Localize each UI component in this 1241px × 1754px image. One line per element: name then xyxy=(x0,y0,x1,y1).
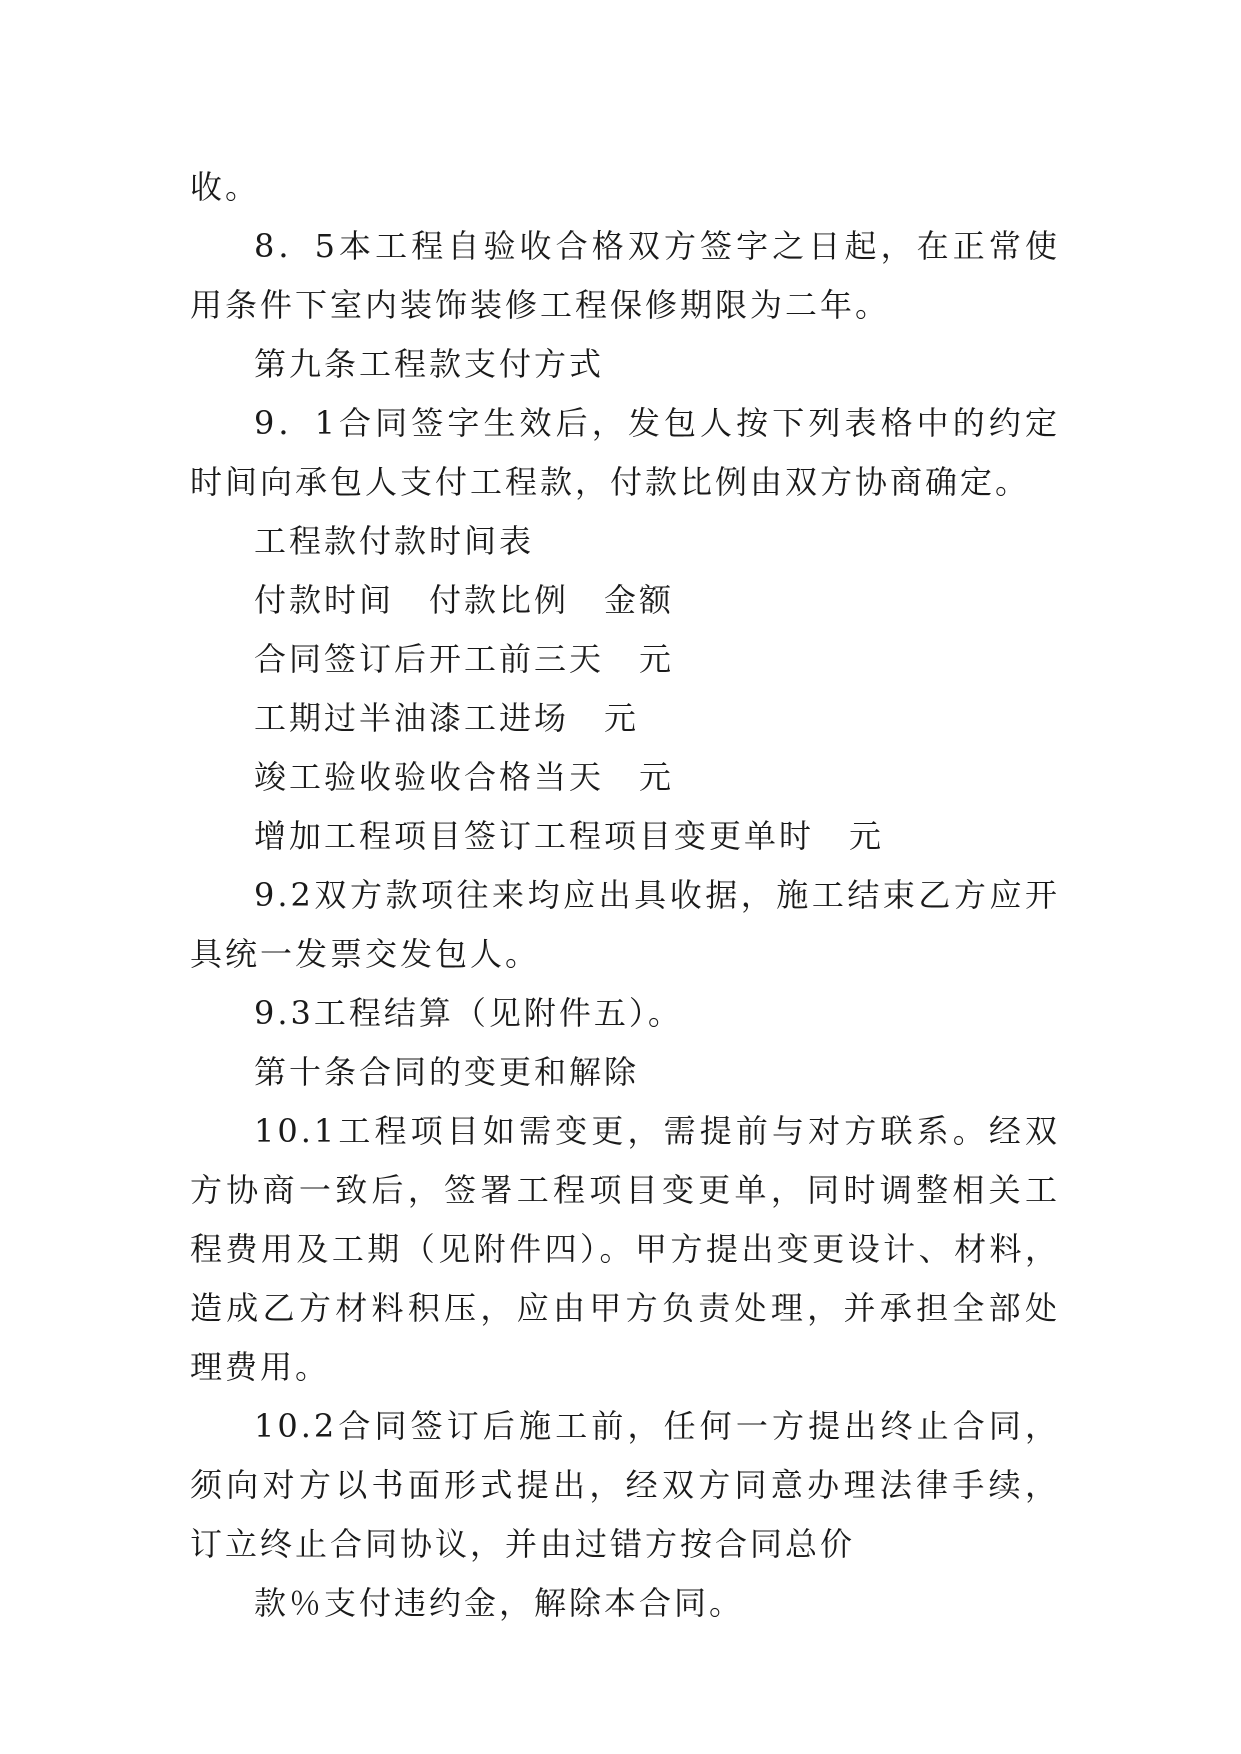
paragraph-clause-10-2-continued: 款％支付违约金，解除本合同。 xyxy=(254,1584,745,1622)
document-body xyxy=(190,158,1060,1633)
payment-schedule-title: 工程款付款时间表 xyxy=(254,522,535,560)
paragraph-clause-10-1: 10.1工程项目如需变更，需提前与对方联系。经双方协商一致后，签署工程项目变更单，同时调整相关工程费用及工期（见附件四）。甲方提出变更设计、材料，造成乙方材料积压，应由甲方负责处理，并承担全部处理费用。 xyxy=(190,1112,1060,1386)
paragraph-clause-10-2: 10.2合同签订后施工前，任何一方提出终止合同，须向对方以书面形式提出，经双方同意办理法律手续，订立终止合同协议，并由过错方按合同总价 xyxy=(190,1407,1060,1563)
heading-article-10: 第十条合同的变更和解除 xyxy=(254,1053,640,1091)
payment-schedule-row: 合同签订后开工前三天 元 xyxy=(254,640,675,678)
payment-schedule-row: 竣工验收验收合格当天 元 xyxy=(254,758,675,796)
paragraph-clause-9-3: 9.3工程结算（见附件五）。 xyxy=(254,994,683,1032)
payment-schedule-header: 付款时间 付款比例 金额 xyxy=(254,581,675,619)
paragraph-clause-8-5: 8．5本工程自验收合格双方签字之日起，在正常使用条件下室内装饰装修工程保修期限为二年。 xyxy=(190,227,1060,324)
paragraph-clause-9-2: 9.2双方款项往来均应出具收据，施工结束乙方应开具统一发票交发包人。 xyxy=(190,876,1060,973)
paragraph-clause-9-1: 9．1合同签字生效后，发包人按下列表格中的约定时间向承包人支付工程款，付款比例由双方协商确定。 xyxy=(190,404,1060,501)
payment-schedule-row: 工期过半油漆工进场 元 xyxy=(254,699,640,737)
payment-schedule-row: 增加工程项目签订工程项目变更单时 元 xyxy=(254,817,885,855)
heading-article-9: 第九条工程款支付方式 xyxy=(254,345,605,383)
paragraph-continuation: 收。 xyxy=(190,168,261,206)
